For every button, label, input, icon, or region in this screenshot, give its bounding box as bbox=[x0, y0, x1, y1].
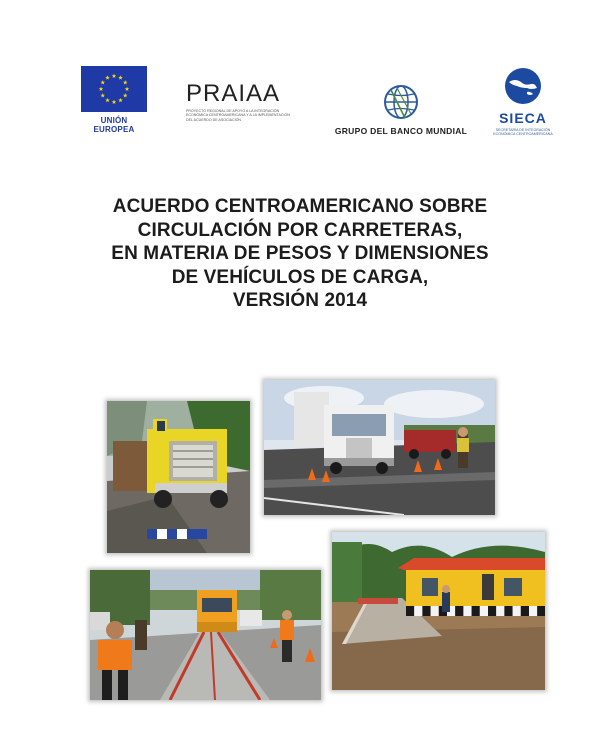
title-line: DE VEHÍCULOS DE CARGA, bbox=[171, 266, 429, 288]
truck-checkpoint-photo bbox=[264, 380, 495, 515]
barrier-stripe bbox=[496, 606, 504, 616]
station-building-photo bbox=[332, 532, 545, 690]
sieca-tagline: SECRETARÍA DE INTEGRACIÓN ECONÓMICA CENTROAMERICANA bbox=[493, 128, 553, 137]
barrier-stripe bbox=[422, 606, 430, 616]
barrier-stripe bbox=[455, 606, 463, 616]
sieca-map-icon bbox=[503, 66, 543, 106]
weigh-station-photo bbox=[90, 570, 321, 700]
eu-logo bbox=[80, 62, 148, 134]
barrier-stripe bbox=[529, 606, 537, 616]
truck-photo bbox=[107, 401, 250, 553]
barrier-stripe bbox=[472, 606, 480, 616]
eu-label: UNIÓN EUROPEA bbox=[93, 116, 135, 134]
praiaa-name: PRAIAA bbox=[186, 80, 281, 107]
barrier-stripe bbox=[537, 606, 545, 616]
world-bank-logo bbox=[326, 62, 476, 136]
world-bank-label: GRUPO DEL BANCO MUNDIAL bbox=[334, 126, 468, 136]
barrier-stripe bbox=[521, 606, 529, 616]
title-line: EN MATERIA DE PESOS Y DIMENSIONES bbox=[111, 243, 489, 264]
title-line: VERSIÓN 2014 bbox=[232, 290, 368, 311]
barrier-stripe bbox=[431, 606, 439, 616]
barrier-stripe bbox=[488, 606, 496, 616]
barrier-stripe bbox=[480, 606, 488, 616]
document-title bbox=[60, 195, 540, 313]
title-line: CIRCULACIÓN POR CARRETERAS, bbox=[137, 219, 463, 241]
sieca-name: SIECA bbox=[499, 110, 547, 126]
globe-icon bbox=[383, 84, 419, 120]
barrier-stripe bbox=[513, 606, 521, 616]
logo-row bbox=[0, 62, 600, 142]
barrier-stripe bbox=[463, 606, 471, 616]
praiaa-tagline: PROYECTO REGIONAL DE APOYO A LA INTEGRACIÓN ECONÓMICA CENTROAMERICANA Y A LA IMPLEMENTACIÓN DEL ACUERDO DE ASOCIACIÓN bbox=[186, 109, 290, 122]
title-line: ACUERDO CENTROAMERICANO SOBRE bbox=[112, 196, 488, 217]
barrier-stripe bbox=[504, 606, 512, 616]
praiaa-logo bbox=[186, 62, 298, 122]
eu-flag-icon bbox=[81, 66, 147, 112]
barrier-stripe bbox=[414, 606, 422, 616]
barrier-stripe bbox=[406, 606, 414, 616]
sieca-logo bbox=[488, 62, 558, 136]
